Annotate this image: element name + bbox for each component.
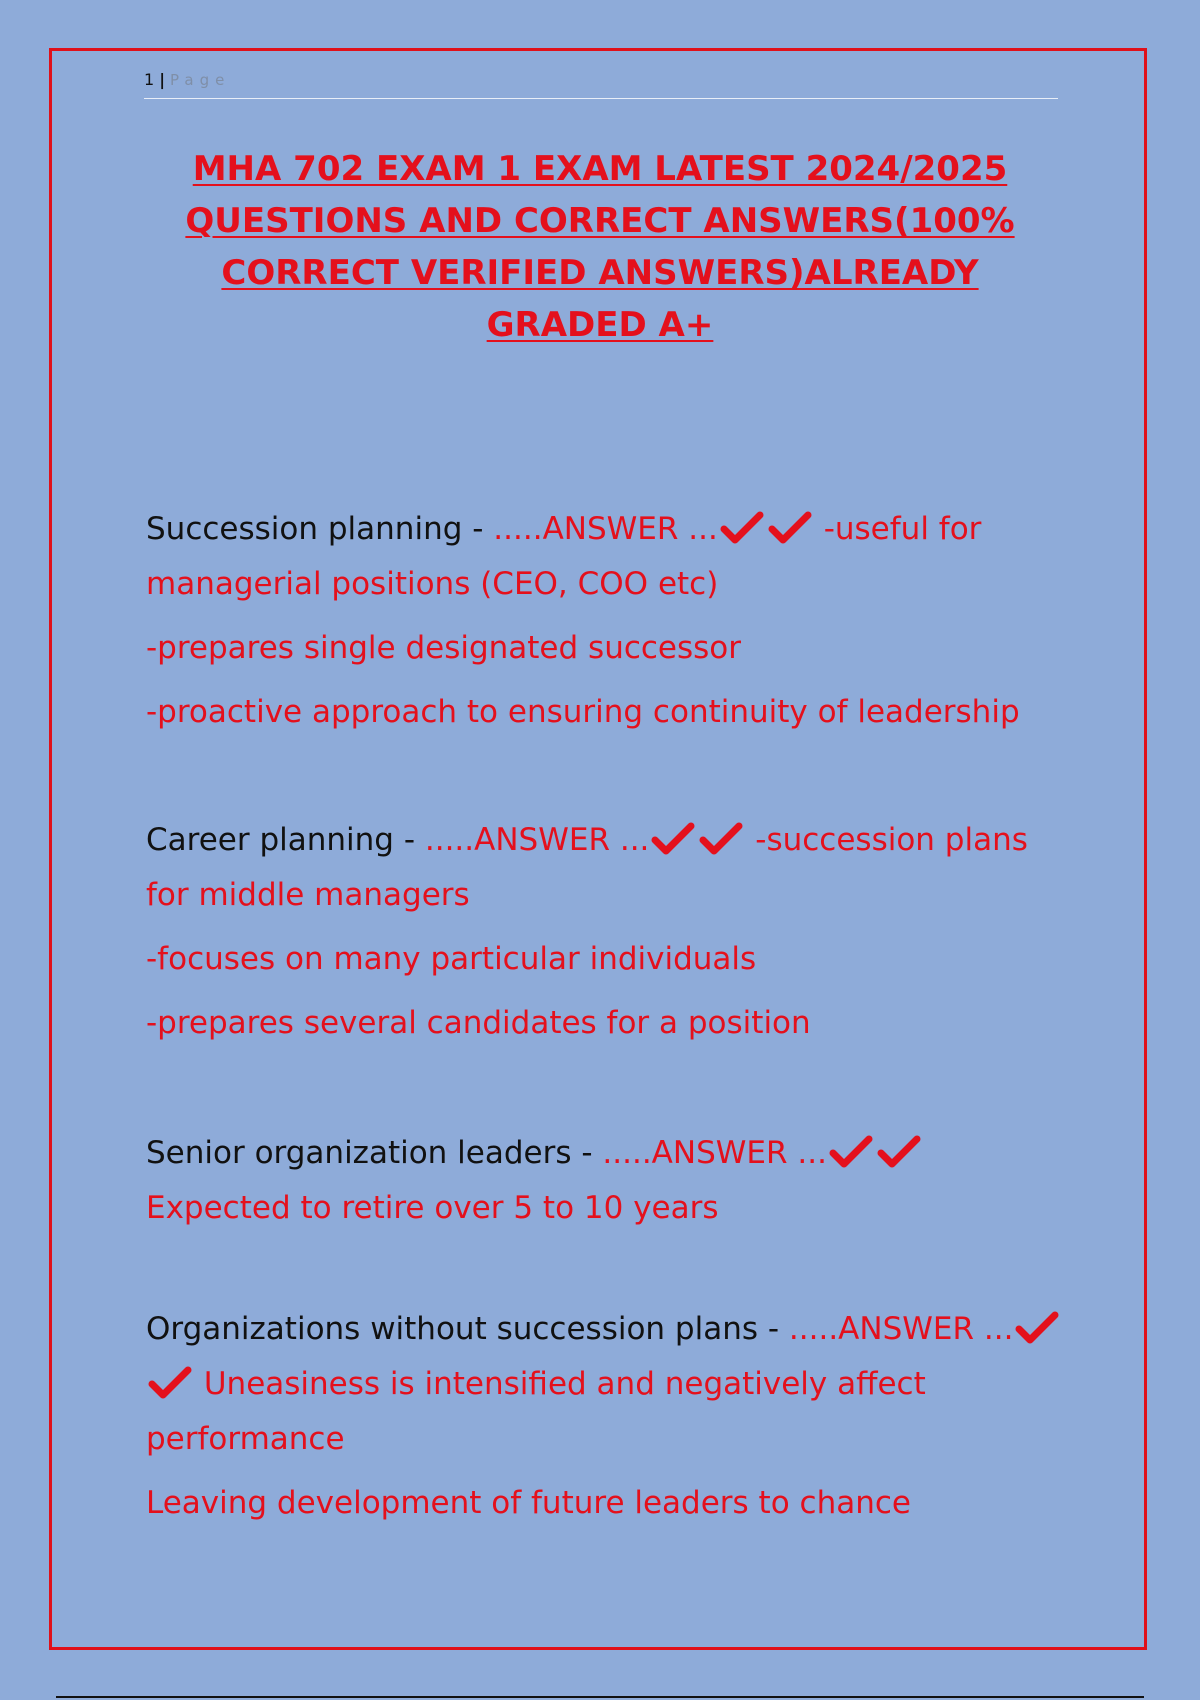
header-separator: | <box>159 70 167 89</box>
check-mark-icon <box>829 1135 873 1184</box>
page-header <box>144 70 1058 99</box>
answer-tag: .....ANSWER ... <box>493 511 718 547</box>
answer-line: -focuses on many particular individuals <box>146 941 757 977</box>
check-mark-icon <box>720 511 764 560</box>
qa-item-organizations-without-succession-plans <box>146 1305 1076 1528</box>
page-label: Page <box>170 71 231 89</box>
check-mark-icon <box>877 1135 921 1184</box>
qa-item-career-planning <box>146 816 1076 1048</box>
check-mark-icon <box>1015 1311 1059 1360</box>
answer-text: -useful for managerial positions (CEO, COO etc) <box>146 511 982 602</box>
check-mark-icon <box>148 1366 192 1415</box>
question-term: Organizations without succession plans - <box>146 1311 789 1347</box>
answer-line: -prepares single designated successor <box>146 630 742 666</box>
qa-item-succession-planning <box>146 505 1076 737</box>
answer-line: -proactive approach to ensuring continuity of leadership <box>146 694 1020 730</box>
document-title: MHA 702 EXAM 1 EXAM LATEST 2024/2025 QUESTIONS AND CORRECT ANSWERS(100% CORRECT VERIFIED ANSWERS)ALREADY GRADED A+ <box>185 149 1015 345</box>
check-mark-icon <box>768 511 812 560</box>
answer-text: Expected to retire over 5 to 10 years <box>146 1190 719 1226</box>
question-term: Senior organization leaders - <box>146 1135 603 1171</box>
question-term: Succession planning - <box>146 511 494 547</box>
answer-text: -succession plans for middle managers <box>146 822 1028 913</box>
answer-tag: .....ANSWER ... <box>424 822 650 858</box>
answer-line: -prepares several candidates for a position <box>146 1005 811 1041</box>
answer-line: Leaving development of future leaders to chance <box>146 1485 911 1521</box>
answer-tag: .....ANSWER ... <box>788 1311 1014 1347</box>
answer-text: Uneasiness is intensified and negatively affect performance <box>146 1366 926 1457</box>
qa-item-senior-organization-leaders <box>146 1129 1076 1233</box>
page-bottom-rule <box>56 1696 1144 1698</box>
check-mark-icon <box>699 822 743 871</box>
check-mark-icon <box>651 822 695 871</box>
answer-tag: .....ANSWER ... <box>602 1135 827 1171</box>
question-term: Career planning - <box>146 822 425 858</box>
page-number: 1 <box>144 70 156 89</box>
